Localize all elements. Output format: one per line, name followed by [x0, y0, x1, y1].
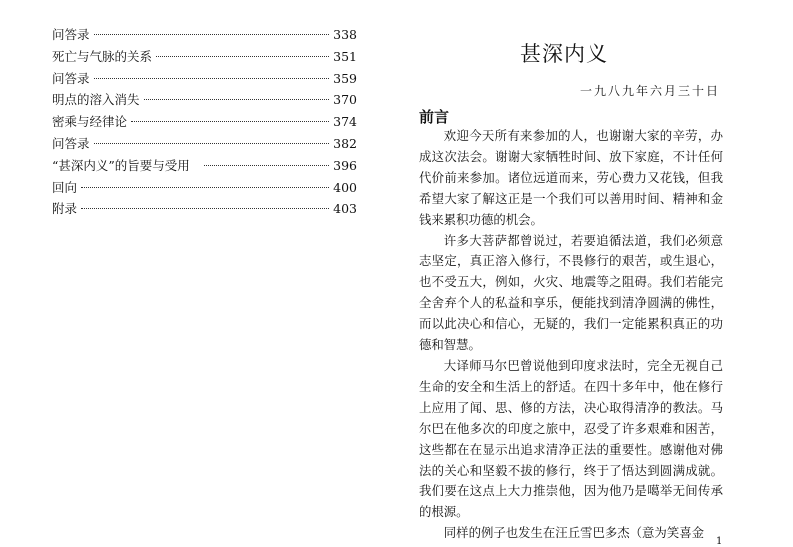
toc-entry-title: “甚深内义”的旨要与受用	[52, 157, 190, 173]
toc-entry-title: 附录	[52, 201, 78, 217]
toc-leader-dots	[94, 34, 330, 35]
toc-entry-page: 359	[333, 70, 357, 86]
chapter-title: 甚深内义	[520, 42, 608, 66]
toc-entry-page: 374	[333, 114, 357, 130]
toc-leader-dots	[204, 165, 329, 166]
toc-entry-title: 问答录	[52, 135, 90, 151]
toc-entry[interactable]	[52, 177, 357, 199]
toc-entry[interactable]	[52, 46, 357, 68]
body-paragraph: 大译师马尔巴曾说他到印度求法时，完全无视自己生命的安全和生活上的舒适。在四十多年中，他在修行上应用了闻、思、修的方法，决心取得清净的教法。马尔巴在他多次的印度之旅中，忍受了许多艰难和困苦，这些都在在显示出追求清净正法的重要性。感谢他对佛法的关心和坚毅不拔的修行，终于了悟达到圆满成就。我们要在这点上大力推崇他，因为他乃是噶举无间传承的根源。	[419, 357, 723, 520]
body-paragraph: 许多大菩萨都曾说过，若要追循法道，我们必须意志坚定，真正溶入修行，不畏修行的艰苦，或生退心，也不受五大，例如，火灾、地震等之阻碍。我们若能完全舍弃个人的私益和享乐，便能找到清净圆满的佛性，而以此决心和信心，无疑的，我们一定能累积真正的功德和智慧。	[419, 232, 723, 353]
chapter-date: 一九八九年六月三十日	[580, 84, 721, 98]
table-of-contents	[52, 24, 357, 220]
body-paragraph: 欢迎今天所有来参加的人，也谢谢大家的辛劳，办成这次法会。谢谢大家牺牲时间、放下家庭，不计任何代价前来参加。诸位远道而来，劳心费力又花钱，但我希望大家了解这正是一个我们可以善用时间、精神和金钱来累积功德的机会。	[419, 128, 723, 227]
toc-leader-dots	[94, 143, 330, 144]
toc-entry[interactable]	[52, 24, 357, 46]
toc-entry-page: 403	[333, 201, 357, 217]
chapter-body	[419, 126, 723, 544]
toc-entry-page: 370	[333, 92, 357, 108]
toc-entry[interactable]	[52, 155, 357, 177]
toc-leader-dots	[81, 208, 329, 209]
toc-entry-page: 351	[333, 48, 357, 64]
toc-entry-title: 问答录	[52, 70, 90, 86]
toc-entry-page: 396	[333, 157, 357, 173]
toc-entry[interactable]	[52, 133, 357, 155]
toc-entry-title: 回向	[52, 179, 78, 195]
page-number: 1	[716, 536, 723, 547]
toc-entry[interactable]	[52, 198, 357, 220]
toc-entry-title: 明点的溶入消失	[52, 92, 140, 108]
toc-leader-dots	[81, 187, 329, 188]
toc-leader-dots	[131, 121, 329, 122]
toc-leader-dots	[156, 56, 329, 57]
section-heading: 前言	[419, 108, 450, 126]
toc-entry-title: 问答录	[52, 27, 90, 42]
toc-leader-dots	[144, 99, 330, 100]
toc-entry-title: 死亡与气脉的关系	[52, 48, 153, 64]
body-paragraph: 同样的例子也发生在汪丘雪巴多杰（意为笑喜金	[443, 525, 704, 541]
toc-entry[interactable]	[52, 111, 357, 133]
toc-entry[interactable]	[52, 68, 357, 90]
toc-entry-page: 400	[333, 179, 357, 195]
toc-entry-title: 密乘与经律论	[52, 114, 128, 130]
toc-leader-dots	[94, 78, 330, 79]
toc-entry-page: 382	[333, 135, 357, 151]
toc-entry[interactable]	[52, 89, 357, 111]
toc-entry-page: 338	[333, 27, 357, 42]
